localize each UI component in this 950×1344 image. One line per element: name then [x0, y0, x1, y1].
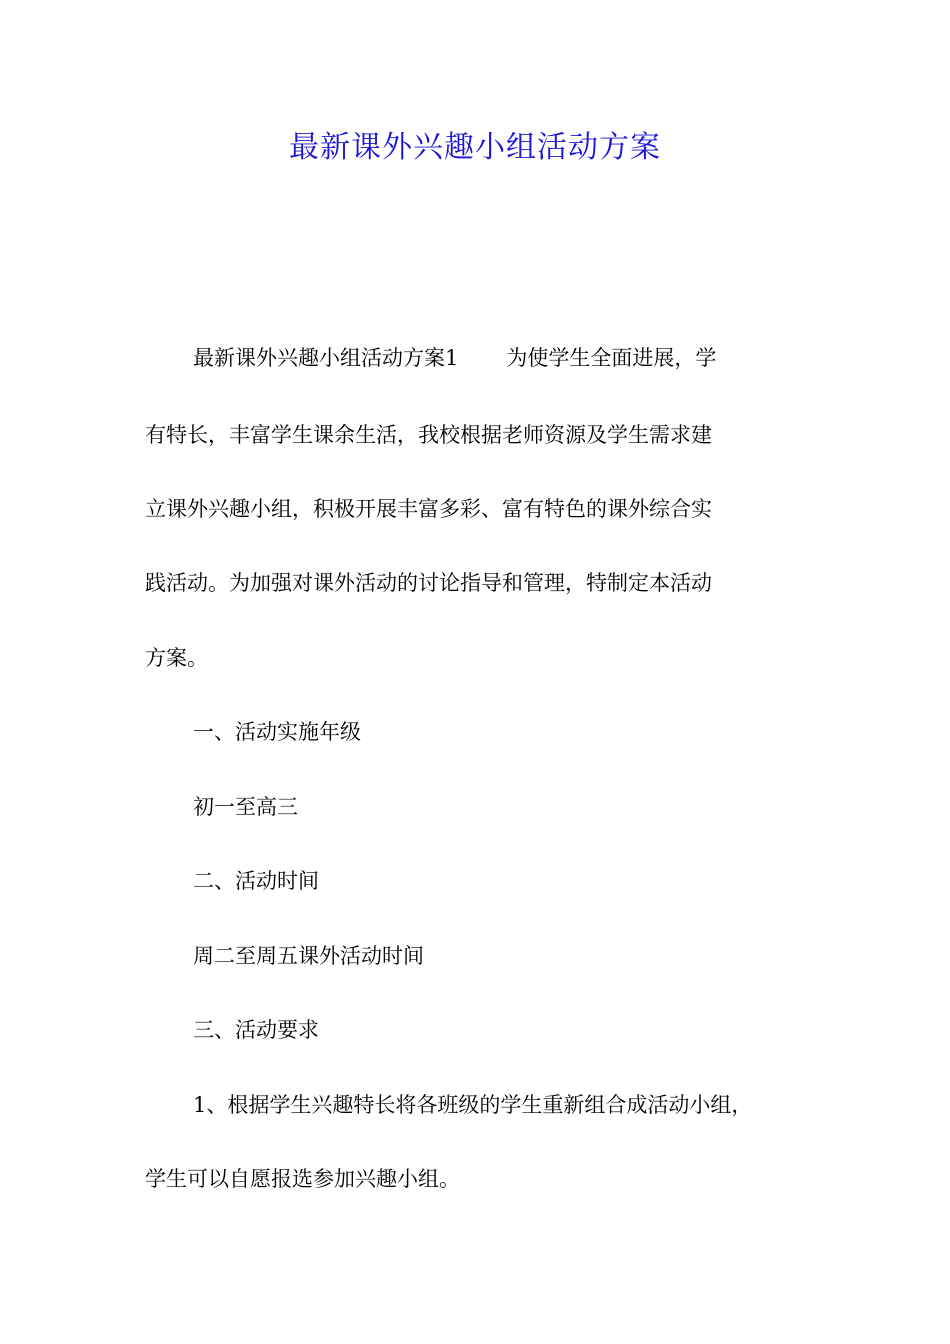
requirement-item-1-continued: 学生可以自愿报选参加兴趣小组。 — [145, 1167, 460, 1191]
paragraph-line: 方案。 — [145, 646, 208, 670]
section-heading-time: 二、活动时间 — [193, 869, 319, 893]
paragraph-text: 为使学生全面进展，学 — [506, 346, 717, 370]
section-body-grade: 初一至高三 — [193, 795, 298, 819]
plan-heading: 最新课外兴趣小组活动方案1 — [193, 346, 459, 370]
paragraph-line: 立课外兴趣小组，积极开展丰富多彩、富有特色的课外综合实 — [145, 497, 712, 521]
paragraph-line: 践活动。为加强对课外活动的讨论指导和管理，特制定本活动 — [145, 571, 712, 595]
section-body-time: 周二至周五课外活动时间 — [193, 944, 424, 968]
document-title: 最新课外兴趣小组活动方案 — [289, 130, 661, 165]
section-heading-requirements: 三、活动要求 — [193, 1018, 319, 1042]
requirement-item-1: 1、根据学生兴趣特长将各班级的学生重新组合成活动小组， — [193, 1093, 753, 1117]
paragraph-line: 有特长，丰富学生课余生活，我校根据老师资源及学生需求建 — [145, 423, 712, 447]
intro-first-line — [193, 343, 716, 373]
section-heading-grade: 一、活动实施年级 — [193, 720, 361, 744]
